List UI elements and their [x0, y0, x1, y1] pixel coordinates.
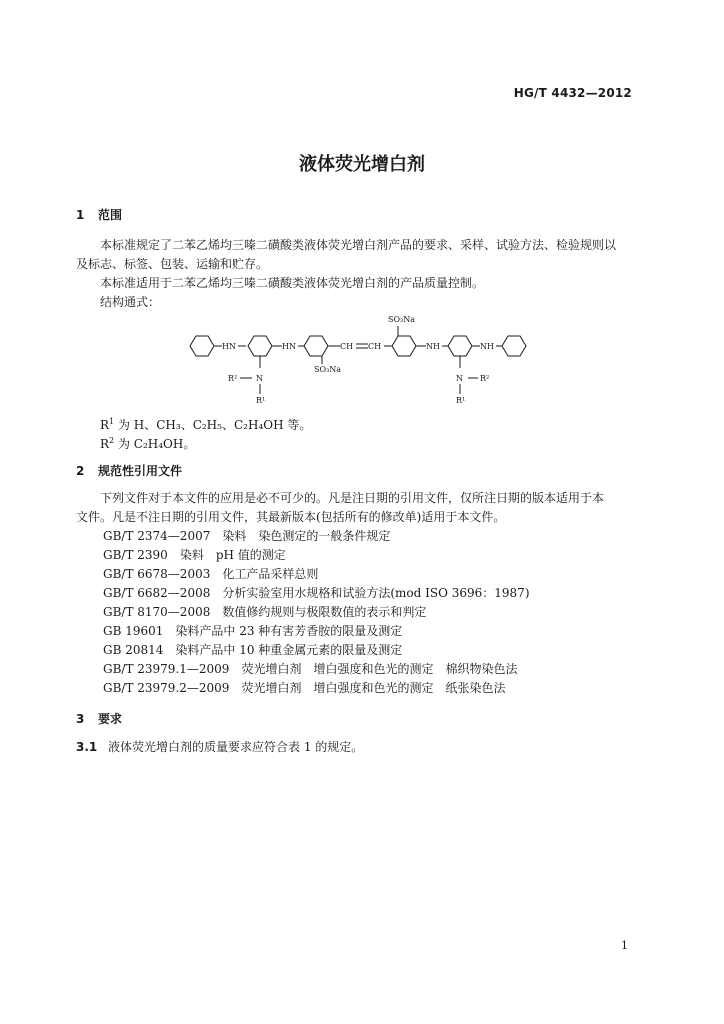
r1-symbol: R [100, 418, 110, 432]
reference-item [103, 546, 286, 564]
r2-superscript: 2 [109, 436, 115, 445]
reference-item [103, 603, 426, 621]
section-2-number: 2 [76, 464, 85, 478]
reference-code: GB/T 23979.2—2009 [103, 681, 230, 695]
section-1-title: 范围 [98, 208, 123, 222]
clause-3-1-text: 液体荧光增白剂的质量要求应符合表 1 的规定。 [108, 740, 364, 754]
structure-so3na-upper: SO₃Na [388, 315, 416, 324]
reference-title: 荧光增白剂 增白强度和色光的测定 棉织物染色法 [241, 662, 518, 676]
reference-code: GB/T 6678—2003 [103, 567, 211, 581]
structure-hn-left: HN [222, 342, 236, 351]
structure-label: 结构通式： [100, 295, 161, 309]
structure-so3na-lower: SO₃Na [314, 365, 342, 374]
r2-text: 为 C₂H₄OH。 [114, 437, 196, 451]
reference-item [103, 584, 530, 602]
reference-item [103, 641, 402, 659]
clause-3-1-number: 3.1 [76, 740, 98, 754]
section-2-title: 规范性引用文件 [98, 464, 183, 478]
reference-code: GB/T 6682—2008 [103, 586, 211, 600]
structure-hn-mid: HN [282, 342, 296, 351]
reference-code: GB 20814 [103, 643, 164, 657]
reference-title: 染料产品中 23 种有害芳香胺的限量及测定 [175, 624, 403, 638]
page-number: 1 [621, 939, 628, 952]
reference-item [103, 679, 505, 697]
reference-code: GB/T 2390 [103, 548, 168, 562]
structure-nh-right: NH [480, 342, 494, 351]
r1-superscript: 1 [109, 417, 115, 426]
structure-r2-left: R² [228, 374, 238, 383]
reference-code: GB/T 2374—2007 [103, 529, 211, 543]
structure-r1-right: R¹ [456, 396, 466, 405]
scope-paragraph-1 [76, 236, 651, 274]
r1-text: 为 H、CH₃、C₂H₅、C₂H₄OH 等。 [114, 418, 312, 432]
section-1-number: 1 [76, 208, 85, 222]
section-3-title: 要求 [98, 712, 123, 726]
scope-paragraph-2: 本标准适用于二苯乙烯均三嗪二磺酸类液体荧光增白剂的产品质量控制。 [100, 276, 485, 290]
reference-item [103, 622, 402, 640]
section-3-number: 3 [76, 712, 85, 726]
reference-title: 分析实验室用水规格和试验方法(mod ISO 3696：1987) [222, 586, 530, 600]
reference-title: 染料产品中 10 种重金属元素的限量及测定 [175, 643, 403, 657]
reference-item [103, 565, 318, 583]
reference-title: 染料 染色测定的一般条件规定 [222, 529, 391, 543]
reference-title: 数值修约规则与极限数值的表示和判定 [222, 605, 427, 619]
references-intro [76, 489, 651, 527]
section-1-heading [76, 206, 122, 223]
structure-r1-left: R¹ [256, 396, 266, 405]
structure-ch-1: CH [340, 342, 354, 351]
reference-item [103, 527, 390, 545]
reference-item [103, 660, 517, 678]
clause-3-1 [76, 738, 363, 757]
document-title: 液体荧光增白剂 [299, 154, 425, 175]
reference-code: GB 19601 [103, 624, 164, 638]
scope-para1-line2: 及标志、标签、包装、运输和贮存。 [76, 257, 269, 271]
r2-definition [100, 431, 195, 454]
references-intro-line2: 文件。凡是不注日期的引用文件，其最新版本(包括所有的修改单)适用于本文件。 [76, 510, 506, 524]
structure-n-left: N [256, 374, 263, 383]
references-intro-line1: 下列文件对于本文件的应用是必不可少的。凡是注日期的引用文件，仅所注日期的版本适用于本 [100, 491, 605, 505]
reference-code: GB/T 8170—2008 [103, 605, 211, 619]
reference-title: 化工产品采样总则 [222, 567, 319, 581]
structure-r2-right: R² [480, 374, 490, 383]
reference-title: 染料 pH 值的测定 [179, 548, 286, 562]
scope-para1-line1: 本标准规定了二苯乙烯均三嗪二磺酸类液体荧光增白剂产品的要求、采样、试验方法、检验规则以 [100, 238, 617, 252]
standard-code: HG/T 4432—2012 [513, 86, 632, 100]
structure-n-right: N [456, 374, 463, 383]
r2-symbol: R [100, 437, 110, 451]
structure-nh-mid: NH [426, 342, 440, 351]
reference-title: 荧光增白剂 增白强度和色光的测定 纸张染色法 [241, 681, 506, 695]
reference-code: GB/T 23979.1—2009 [103, 662, 230, 676]
section-2-heading [76, 462, 182, 479]
structure-ch-2: CH [368, 342, 382, 351]
structural-formula [180, 308, 540, 408]
section-3-heading [76, 710, 122, 727]
